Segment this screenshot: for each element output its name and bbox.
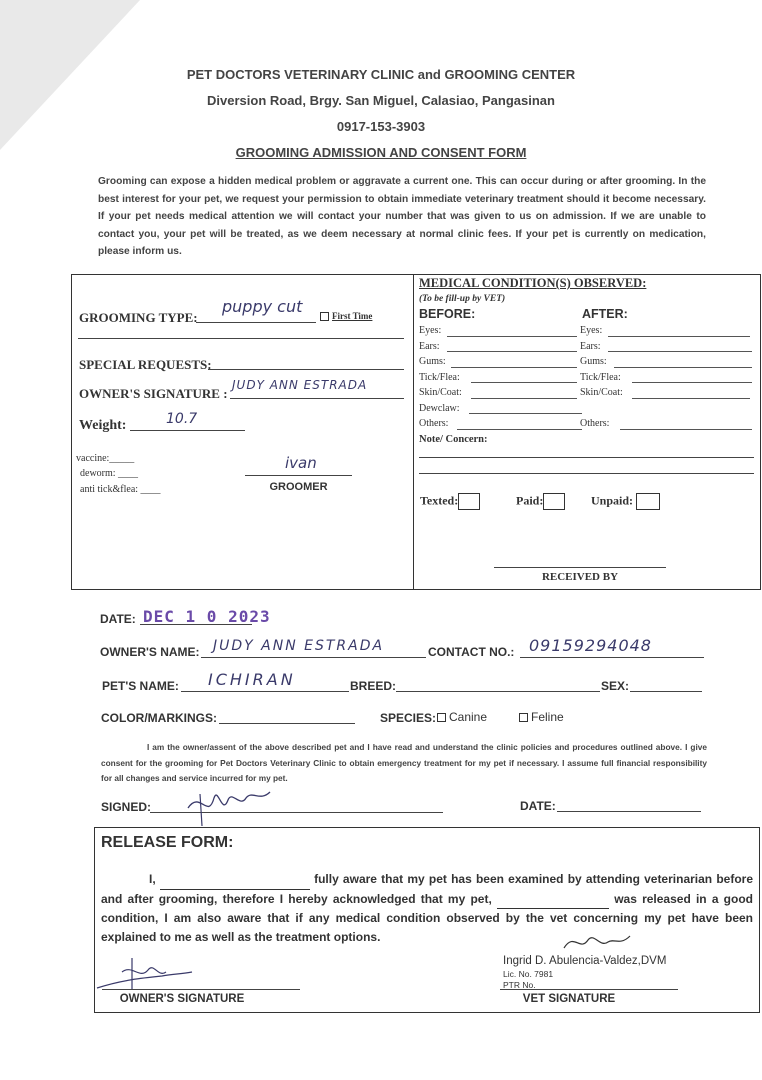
vet-name: Ingrid D. Abulencia-Valdez,DVM [503, 955, 667, 967]
before-ears[interactable]: Ears: [419, 341, 579, 357]
before-eyes[interactable]: Eyes: [419, 325, 579, 341]
before-tick-flea[interactable]: Tick/Flea: [419, 372, 579, 388]
owner-name-label: OWNER'S NAME: [100, 645, 200, 659]
before-gums[interactable]: Gums: [419, 356, 579, 372]
received-by-label: RECEIVED BY [541, 571, 619, 583]
species-label: SPECIES: [380, 711, 437, 725]
paid-option[interactable]: Paid: [516, 493, 565, 510]
grooming-extra-line [78, 338, 404, 339]
after-label: AFTER: [582, 307, 628, 321]
owner-signature-line [230, 398, 404, 399]
contact-label: CONTACT NO.: [428, 645, 515, 659]
clinic-phone: 0917-153-3903 [336, 119, 426, 134]
signed-date-label: DATE: [520, 799, 556, 813]
after-eyes[interactable]: Eyes: [580, 325, 752, 341]
release-paragraph: I, fully aware that my pet has been examined by attending veterinarian before and after grooming, therefore I hereby acknowledged that my pet, was released in a good condition, I am also aware that if any medical condition observed by the vet concerning my pet have been explained to me as well as the treatment options. [101, 872, 754, 944]
texted-checkbox[interactable] [458, 493, 480, 510]
first-time-label: First Time [332, 311, 373, 321]
deworm-label: deworm: ____ [80, 468, 139, 479]
medical-title: MEDICAL CONDITION(S) OBSERVED: [419, 276, 647, 290]
weight-line [130, 430, 245, 431]
before-skin-coat[interactable]: Skin/Coat: [419, 387, 579, 403]
received-by-line[interactable] [494, 567, 666, 568]
medical-subtitle: (To be fill-up by VET) [419, 294, 506, 304]
owner-signature-value[interactable]: JUDY ANN ESTRADA [232, 378, 368, 392]
owner-name-value[interactable]: JUDY ANN ESTRADA [213, 638, 385, 654]
date-label: DATE: [100, 612, 136, 626]
release-owner-sig-label: OWNER'S SIGNATURE [119, 993, 245, 1005]
owner-signature-label: OWNER'S SIGNATURE : [79, 386, 228, 401]
special-requests-line[interactable] [208, 369, 404, 370]
first-time-option[interactable] [320, 311, 372, 322]
breed-label: BREED: [350, 679, 397, 693]
signed-date-line[interactable] [557, 811, 701, 812]
color-markings-label: COLOR/MARKINGS: [101, 711, 217, 725]
release-owner-name-blank[interactable] [160, 870, 310, 890]
groomer-line [245, 475, 352, 476]
grooming-type-line [196, 322, 316, 323]
note-label: Note/ Concern: [419, 434, 488, 445]
release-title: RELEASE FORM: [101, 834, 234, 851]
pet-name-line [181, 691, 349, 692]
pet-name-value[interactable]: ICHIRAN [208, 670, 296, 689]
pet-name-label: PET'S NAME: [102, 679, 179, 693]
sex-line[interactable] [630, 691, 702, 692]
canine-checkbox[interactable] [437, 713, 446, 722]
after-gums[interactable]: Gums: [580, 356, 752, 372]
antitick-label: anti tick&flea: ____ [80, 484, 161, 495]
date-stamp[interactable]: DEC 1 0 2023 [143, 607, 271, 626]
form-title: GROOMING ADMISSION AND CONSENT FORM [235, 145, 527, 160]
contact-line [520, 657, 704, 658]
species-canine-option[interactable]: Canine [437, 710, 487, 724]
vet-signature [560, 928, 635, 958]
sex-label: SEX: [601, 679, 630, 693]
grooming-type-label: GROOMING TYPE: [79, 310, 198, 325]
owner-name-line [201, 657, 426, 658]
before-dewclaw[interactable]: Dewclaw: [419, 403, 579, 419]
owner-consent-signature [180, 780, 280, 830]
after-list [580, 325, 752, 434]
groomer-label: GROOMER [269, 481, 328, 493]
vet-license: Lic. No. 7981 [503, 969, 554, 979]
unpaid-checkbox[interactable] [636, 493, 660, 510]
color-markings-line[interactable] [219, 723, 355, 724]
before-others[interactable]: Others: [419, 418, 579, 434]
after-tick-flea[interactable]: Tick/Flea: [580, 372, 752, 388]
weight-label: Weight: [79, 418, 127, 433]
species-feline-option[interactable]: Feline [519, 710, 564, 724]
grooming-type-value[interactable]: puppy cut [222, 297, 303, 316]
signed-label: SIGNED: [101, 800, 152, 814]
after-ears[interactable]: Ears: [580, 341, 752, 357]
box-divider [413, 274, 414, 590]
note-line-2[interactable] [419, 473, 754, 474]
unpaid-option[interactable]: Unpaid: [591, 493, 660, 510]
vaccine-label: vaccine:_____ [76, 453, 135, 464]
consent-paragraph: I am the owner/assent of the above described pet and I have read and understand the clinic policies and procedures outlined above. I give consent for the grooming for Pet Doctors Veterinary Clinic to obtain emergency treatment for my pet if necessary. I assume full financial responsibility for all changes and service incurred for my pet. [101, 742, 707, 783]
texted-option[interactable]: Texted: [420, 493, 480, 510]
after-skin-coat[interactable]: Skin/Coat: [580, 387, 752, 403]
clinic-address: Diversion Road, Brgy. San Miguel, Calasiao, Pangasinan [207, 93, 555, 108]
after-others[interactable]: Others: [580, 418, 752, 434]
breed-line[interactable] [396, 691, 600, 692]
before-label: BEFORE: [419, 307, 476, 321]
contact-value[interactable]: 09159294048 [529, 636, 652, 655]
note-line-1[interactable] [419, 457, 754, 458]
release-owner-sig-line[interactable] [102, 989, 300, 990]
vet-ptr: PTR No. [503, 980, 536, 990]
weight-value[interactable]: 10.7 [166, 411, 198, 427]
release-pet-blank[interactable] [497, 890, 609, 910]
vet-sig-line [500, 989, 678, 990]
before-list [419, 325, 579, 434]
first-time-checkbox[interactable] [320, 312, 329, 321]
groomer-value[interactable]: ivan [285, 454, 317, 472]
feline-checkbox[interactable] [519, 713, 528, 722]
special-requests-label: SPECIAL REQUESTS: [79, 357, 212, 372]
paid-checkbox[interactable] [543, 493, 565, 510]
clinic-name: PET DOCTORS VETERINARY CLINIC and GROOMING CENTER [186, 67, 576, 82]
vet-sig-label: VET SIGNATURE [522, 993, 616, 1005]
intro-paragraph: Grooming can expose a hidden medical problem or aggravate a current one. This can occur during or after grooming. In the best interest for your pet, we request your permission to obtain immediate veterinary treatment should it become necessary. If your pet needs medical attention we will contact your number that was given to us on admission. If we are unable to contact you, your pet will be treated, as we deem necessary at normal clinic fees. If your pet is currently on medication, please inform us. [98, 176, 706, 257]
